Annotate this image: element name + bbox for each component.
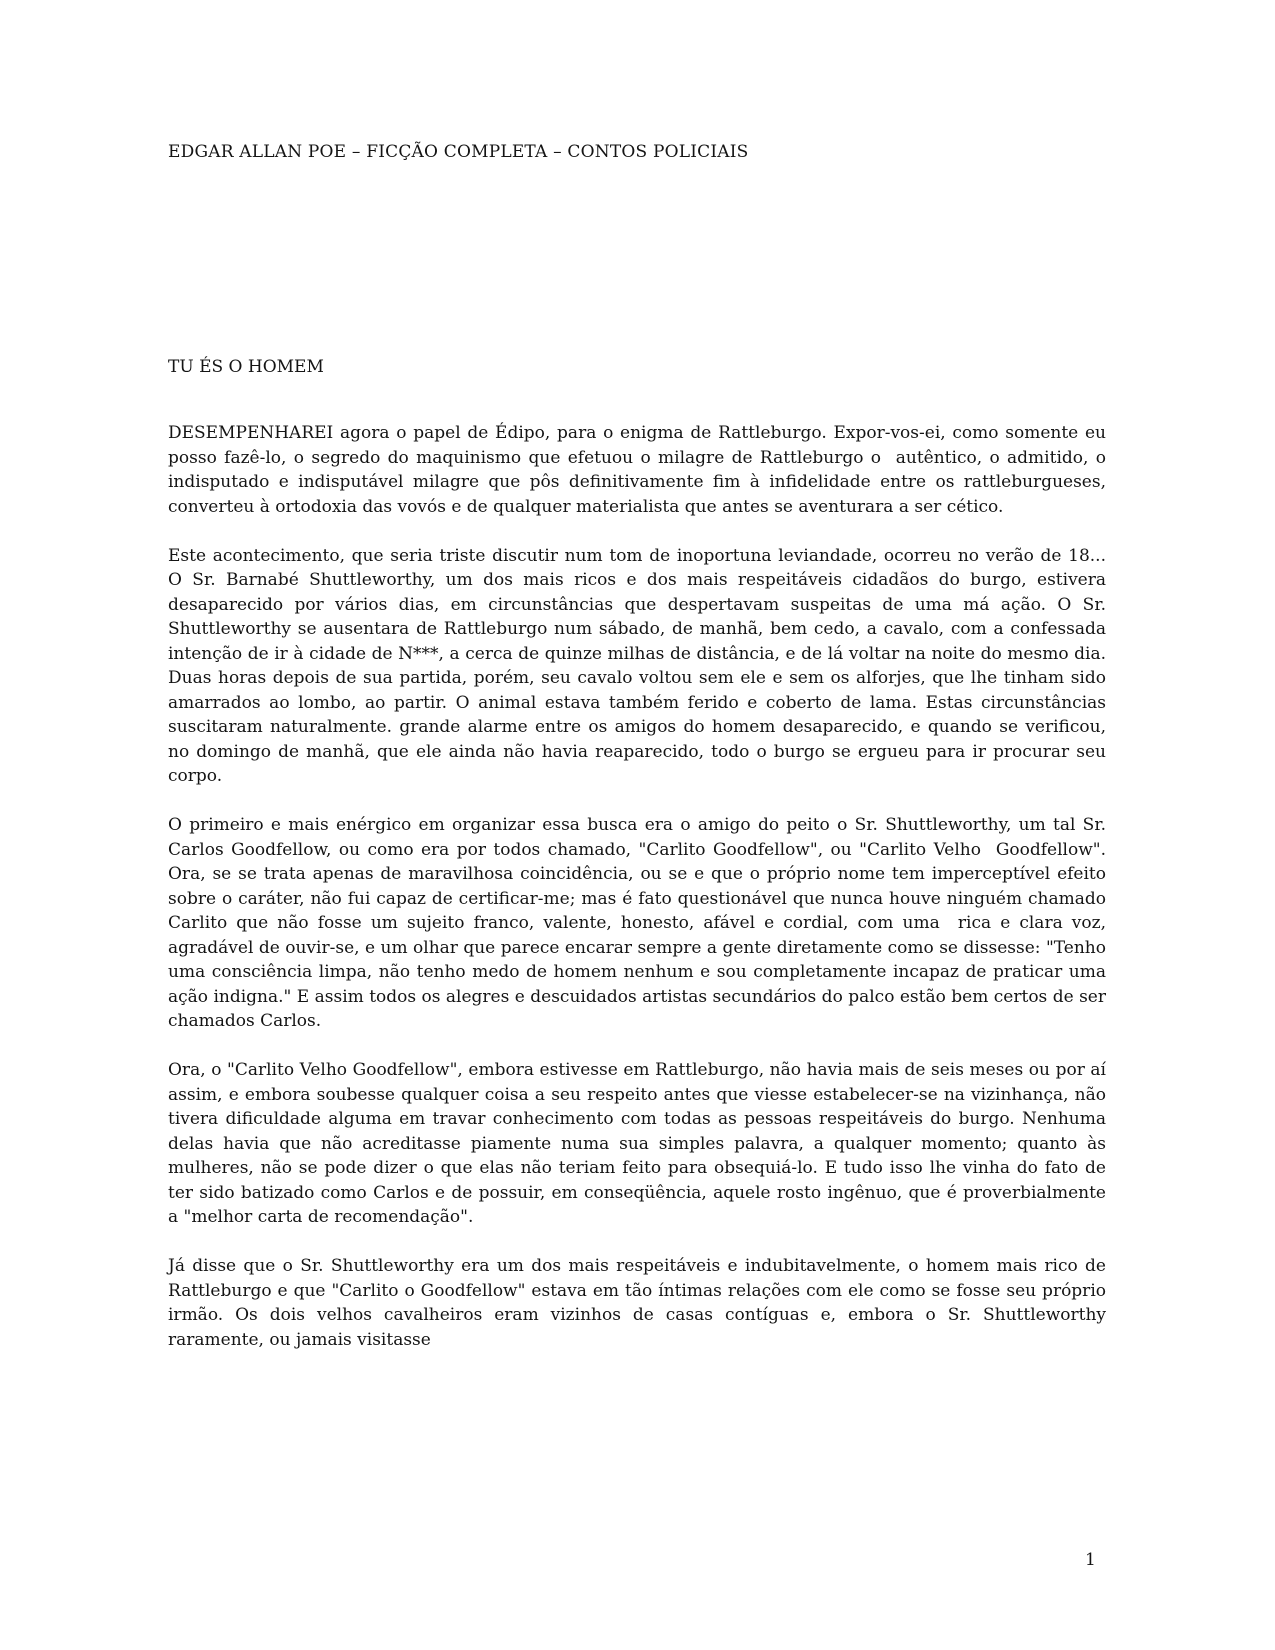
document-header: EDGAR ALLAN POE – FICÇÃO COMPLETA – CONTOS POLICIAIS xyxy=(168,142,749,162)
paragraph: Este acontecimento, que seria triste discutir num tom de inoportuna leviandade, ocorreu no verão de 18... O Sr. Barnabé Shuttleworthy, um dos mais ricos e dos mais respeitáveis cidadãos do burgo, estivera desaparecido por vários dias, em circunstâncias que despertavam suspeitas de uma má ação. O Sr. Shuttleworthy se ausentara de Rattleburgo num sábado, de manhã, bem cedo, a cavalo, com a confessada intenção de ir à cidade de N***, a cerca de quinze milhas de distância, e de lá voltar na noite do mesmo dia. Duas horas depois de sua partida, porém, seu cavalo voltou sem ele e sem os alforjes, que lhe tinham sido amarrados ao lombo, ao partir. O animal estava também ferido e coberto de lama. Estas circunstâncias suscitaram naturalmente. grande alarme entre os amigos do homem desaparecido, e quando se verificou, no domingo de manhã, que ele ainda não havia reaparecido, todo o burgo se ergueu para ir procurar seu corpo. xyxy=(168,545,1112,786)
paragraph: O primeiro e mais enérgico em organizar essa busca era o amigo do peito o Sr. Shuttleworthy, um tal Sr. Carlos Goodfellow, ou como era por todos chamado, "Carlito Goodfellow", ou "Carlito Velho Goodfellow". Ora, se se trata apenas de maravilhosa coincidência, ou se e que o próprio nome tem imperceptível efeito sobre o caráter, não fui capaz de certificar-me; mas é fato questionável que nunca houve ninguém chamado Carlito que não fosse um sujeito franco, valente, honesto, afável e cordial, com uma rica e clara voz, agradável de ouvir-se, e um olhar que parece encarar sempre a gente diretamente como se dissesse: "Tenho uma consciência limpa, não tenho medo de homem nenhum e sou completamente incapaz de praticar uma ação indigna." E assim todos os alegres e descuidados artistas secundários do palco estão bem certos de ser chamados Carlos. xyxy=(168,815,1112,1031)
story-title: TU ÉS O HOMEM xyxy=(168,357,324,377)
page-number: 1 xyxy=(1085,1550,1096,1570)
story-body xyxy=(168,421,1112,1352)
paragraph: Ora, o "Carlito Velho Goodfellow", embora estivesse em Rattleburgo, não havia mais de seis meses ou por aí assim, e embora soubesse qualquer coisa a seu respeito antes que viesse estabelecer-se na vizinhança, não tivera dificuldade alguma em travar conhecimento com todas as pessoas respeitáveis do burgo. Nenhuma delas havia que não acreditasse piamente numa sua simples palavra, a qualquer momento; quanto às mulheres, não se pode dizer o que elas não teriam feito para obsequiá-lo. E tudo isso lhe vinha do fato de ter sido batizado como Carlos e de possuir, em conseqüência, aquele rosto ingênuo, que é proverbialmente a "melhor carta de recomendação". xyxy=(168,1060,1112,1227)
paragraph: DESEMPENHAREI agora o papel de Édipo, para o enigma de Rattleburgo. Expor-vos-ei, como somente eu posso fazê-lo, o segredo do maquinismo que efetuou o milagre de Rattleburgo o autêntico, o admitido, o indisputado e indisputável milagre que pôs definitivamente fim à infidelidade entre os rattleburgueses, converteu à ortodoxia das vovós e de qualquer materialista que antes se aventurara a ser cético. xyxy=(168,423,1112,517)
text-block xyxy=(168,140,1112,1377)
paragraph: Já disse que o Sr. Shuttleworthy era um dos mais respeitáveis e indubitavelmente, o homem mais rico de Rattleburgo e que "Carlito o Goodfellow" estava em tão íntimas relações com ele como se fosse seu próprio irmão. Os dois velhos cavalheiros eram vizinhos de casas contíguas e, embora o Sr. Shuttleworthy raramente, ou jamais visitasse xyxy=(168,1256,1112,1350)
